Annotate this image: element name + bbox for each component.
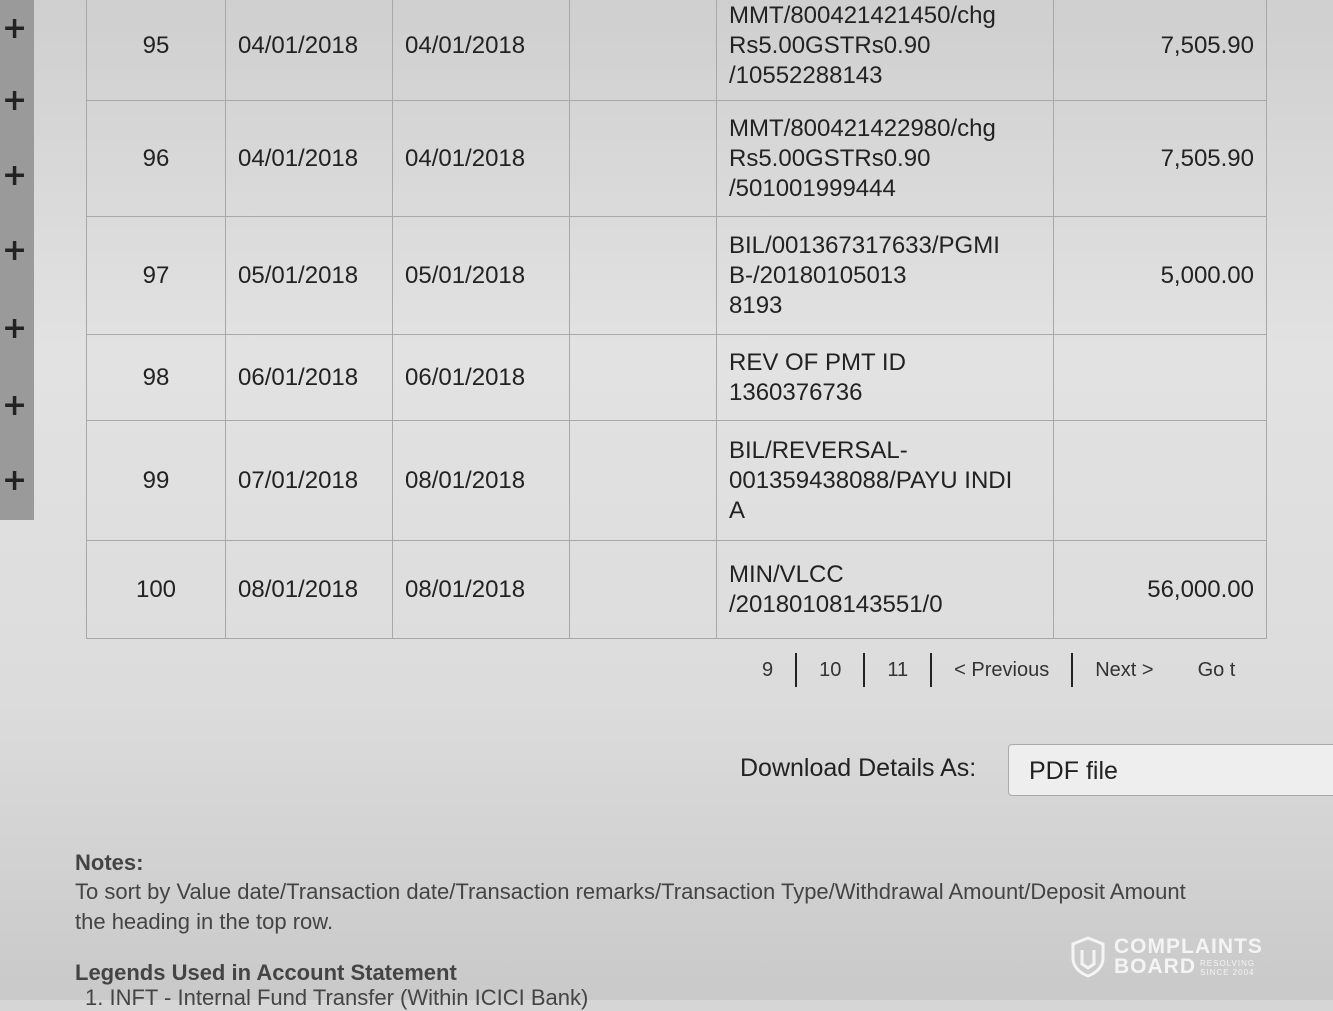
left-expand-strip [0, 0, 34, 520]
next-page-link[interactable]: Next > [1095, 658, 1154, 681]
watermark-brand-line1: COMPLAINTS [1114, 935, 1263, 958]
transaction-remarks: MMT/800421421450/chg Rs5.00GSTRs0.90 /10552288143 [717, 0, 1054, 101]
serial-number: 100 [87, 541, 226, 639]
expand-plus-icon[interactable]: + [2, 463, 28, 498]
withdrawal-amount [1054, 421, 1267, 541]
page-link-9[interactable]: 9 [762, 658, 774, 681]
table-row [87, 335, 1267, 421]
expand-plus-icon[interactable]: + [2, 83, 28, 118]
expand-plus-icon[interactable]: + [2, 311, 28, 346]
serial-number: 97 [87, 217, 226, 335]
expand-plus-icon[interactable]: + [2, 388, 28, 423]
serial-number: 96 [87, 101, 226, 217]
value-date: 05/01/2018 [226, 217, 393, 335]
serial-number: 98 [87, 335, 226, 421]
transaction-date: 08/01/2018 [393, 421, 570, 541]
table-row [87, 0, 1267, 101]
transaction-date: 04/01/2018 [393, 0, 570, 101]
value-date: 04/01/2018 [226, 101, 393, 217]
transaction-date: 04/01/2018 [393, 101, 570, 217]
cheque-number [570, 335, 717, 421]
page-link-10[interactable]: 10 [819, 658, 842, 681]
transaction-remarks: MMT/800421422980/chg Rs5.00GSTRs0.90 /501001999444 [717, 101, 1054, 217]
value-date: 07/01/2018 [226, 421, 393, 541]
download-details-label: Download Details As: [740, 754, 977, 782]
serial-number: 95 [87, 0, 226, 101]
table-row [87, 541, 1267, 639]
transaction-remarks: MIN/VLCC /20180108143551/0 [717, 541, 1054, 639]
cheque-number [570, 421, 717, 541]
table-row [87, 101, 1267, 217]
value-date: 08/01/2018 [226, 541, 393, 639]
table-row [87, 217, 1267, 335]
value-date: 06/01/2018 [226, 335, 393, 421]
shield-logo-icon [1070, 936, 1106, 978]
value-date: 04/01/2018 [226, 0, 393, 101]
previous-page-link[interactable]: < Previous [954, 658, 1050, 681]
cheque-number [570, 541, 717, 639]
legend-item: 1. INFT - Internal Fund Transfer (Within ICICI Bank) [85, 985, 589, 1010]
expand-plus-icon[interactable]: + [2, 233, 28, 268]
page-link-11[interactable]: 11 [887, 658, 909, 681]
transaction-date: 08/01/2018 [393, 541, 570, 639]
notes-line: To sort by Value date/Transaction date/Transaction remarks/Transaction Type/Withdrawal Amount/Deposit Amount [75, 879, 1186, 904]
notes-text [75, 877, 1333, 937]
expand-plus-icon[interactable]: + [2, 11, 28, 46]
complaints-board-watermark [1070, 934, 1290, 980]
cheque-number [570, 0, 717, 101]
download-format-select[interactable] [1008, 744, 1333, 796]
transaction-date: 06/01/2018 [393, 335, 570, 421]
withdrawal-amount: 56,000.00 [1054, 541, 1267, 639]
download-format-value: PDF file [1029, 757, 1118, 785]
go-to-page-link[interactable]: Go t [1197, 658, 1236, 681]
transactions-table [86, 0, 1267, 639]
notes-heading: Notes: [75, 850, 144, 875]
transaction-remarks: BIL/001367317633/PGMI B-/20180105013 8193 [717, 217, 1054, 335]
withdrawal-amount: 7,505.90 [1054, 0, 1267, 101]
transaction-remarks: REV OF PMT ID 1360376736 [717, 335, 1054, 421]
withdrawal-amount: 5,000.00 [1054, 217, 1267, 335]
pagination [740, 648, 1235, 692]
legends-heading: Legends Used in Account Statement [75, 960, 457, 985]
expand-plus-icon[interactable]: + [2, 158, 28, 193]
watermark-tagline: RESOLVING SINCE 2004 [1200, 959, 1256, 977]
table-row [87, 421, 1267, 541]
watermark-brand-line2: BOARD [1114, 955, 1196, 978]
withdrawal-amount: 7,505.90 [1054, 101, 1267, 217]
notes-line: the heading in the top row. [75, 909, 334, 934]
transaction-remarks: BIL/REVERSAL- 001359438088/PAYU INDI A [717, 421, 1054, 541]
withdrawal-amount [1054, 335, 1267, 421]
cheque-number [570, 217, 717, 335]
cheque-number [570, 101, 717, 217]
transaction-date: 05/01/2018 [393, 217, 570, 335]
serial-number: 99 [87, 421, 226, 541]
